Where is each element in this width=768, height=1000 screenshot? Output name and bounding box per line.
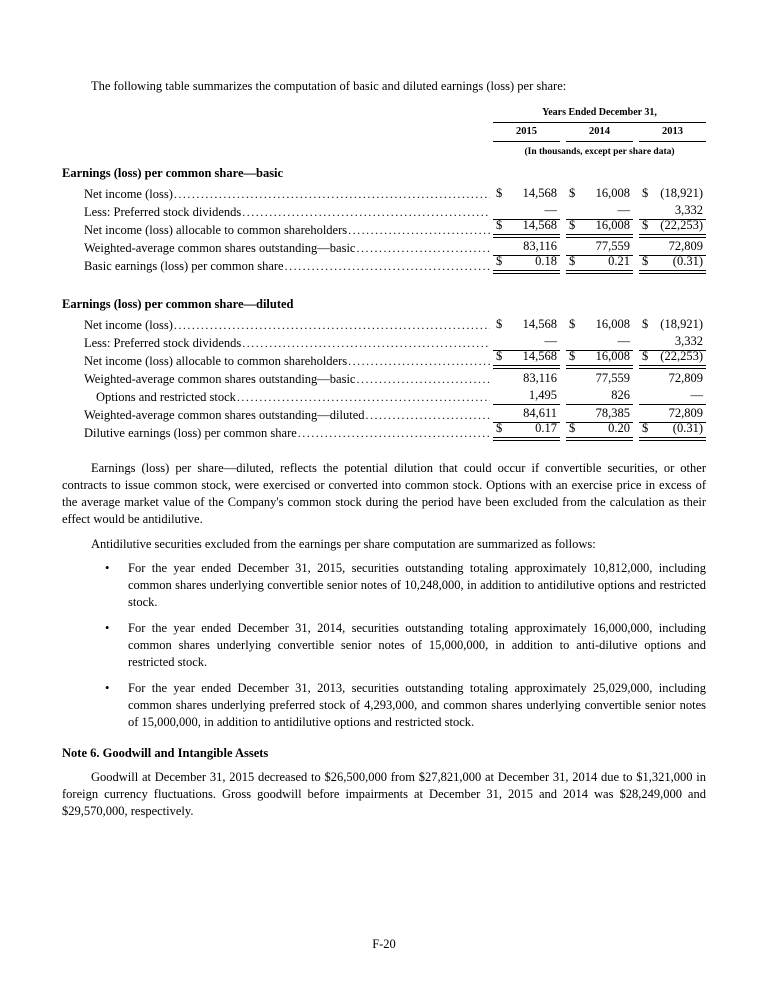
value: — — [544, 203, 557, 217]
bullet-text: For the year ended December 31, 2015, securities outstanding totaling approximately 10,812,000, including common shares underlying convertible senior notes of 10,248,000, in addition to antidilutive options and restricted stock. — [128, 561, 706, 609]
value: 77,559 — [595, 239, 630, 253]
value-cell — [493, 388, 560, 405]
value: 0.20 — [608, 421, 630, 435]
row-label: Options and restricted stock — [96, 390, 236, 404]
currency-symbol: $ — [569, 218, 576, 232]
currency-symbol: $ — [569, 317, 576, 331]
dot-leader — [356, 372, 490, 387]
table-row — [62, 184, 706, 202]
dot-leader — [242, 205, 490, 220]
value: 14,568 — [522, 317, 557, 331]
value: 0.21 — [608, 254, 630, 268]
value-cell — [566, 186, 633, 202]
value: 3,332 — [674, 203, 703, 217]
row-label: Net income (loss) — [84, 187, 173, 201]
currency-symbol: $ — [496, 218, 503, 232]
dot-leader — [348, 223, 490, 238]
row-label: Dilutive earnings (loss) per common share — [84, 426, 297, 440]
currency-symbol: $ — [496, 349, 503, 363]
table-header — [62, 107, 706, 158]
value: — — [544, 334, 557, 348]
row-label: Weighted-average common shares outstanding—basic — [84, 372, 356, 386]
value: 826 — [611, 388, 630, 402]
value: 1,495 — [528, 388, 557, 402]
currency-symbol: $ — [569, 254, 576, 268]
value-cell — [566, 371, 633, 387]
table-row — [62, 315, 706, 333]
bullet-item — [62, 680, 706, 731]
value: 78,385 — [595, 406, 630, 420]
value-cell — [639, 371, 706, 387]
value: 16,008 — [595, 218, 630, 232]
value: (22,253) — [660, 218, 703, 232]
year-headers-row — [493, 125, 706, 142]
value: 16,008 — [595, 317, 630, 331]
column-header-2013: 2013 — [639, 125, 706, 142]
value-cell — [493, 317, 560, 333]
table-row — [62, 387, 706, 405]
value: 16,008 — [595, 349, 630, 363]
currency-symbol: $ — [496, 421, 503, 435]
value-cell — [639, 317, 706, 333]
value-cell — [639, 349, 706, 369]
table-row — [62, 256, 706, 274]
value: 72,809 — [668, 406, 703, 420]
bullet-item — [62, 560, 706, 611]
note6-heading: Note 6. Goodwill and Intangible Assets — [62, 746, 269, 760]
value-cell — [639, 186, 706, 202]
currency-symbol: $ — [569, 349, 576, 363]
value: 72,809 — [668, 239, 703, 253]
value: 14,568 — [522, 218, 557, 232]
bullet-marker: • — [105, 561, 110, 575]
row-label: Net income (loss) allocable to common shareholders — [84, 223, 348, 237]
currency-symbol: $ — [642, 349, 649, 363]
diluted-explanation-paragraph: Earnings (loss) per share—diluted, reflects the potential dilution that could occur if convertible securities, or other contracts to issue common stock, were exercised or converted into common stock. Options with an exercise price in excess of the average market value of the Company's common stock during the period have been excluded from the calculation as their effect would be antidilutive. — [62, 461, 706, 526]
row-label: Less: Preferred stock dividends — [84, 205, 242, 219]
value: 84,611 — [523, 406, 557, 420]
section-title-diluted: Earnings (loss) per common share—diluted — [62, 297, 294, 311]
row-label: Net income (loss) allocable to common shareholders — [84, 354, 348, 368]
currency-symbol: $ — [496, 317, 503, 331]
row-label: Less: Preferred stock dividends — [84, 336, 242, 350]
value: 83,116 — [523, 239, 557, 253]
section-title-basic: Earnings (loss) per common share—basic — [62, 166, 284, 180]
dot-leader — [174, 187, 490, 202]
dot-leader — [285, 259, 490, 274]
bullet-item — [62, 620, 706, 671]
dot-leader — [174, 318, 490, 333]
currency-symbol: $ — [642, 218, 649, 232]
currency-symbol: $ — [642, 254, 649, 268]
eps-table — [62, 107, 706, 441]
dot-leader — [237, 390, 490, 405]
value: 14,568 — [522, 349, 557, 363]
currency-symbol: $ — [642, 421, 649, 435]
dot-leader — [348, 354, 490, 369]
row-label: Net income (loss) — [84, 318, 173, 332]
units-note: (In thousands, except per share data) — [524, 147, 675, 157]
column-header-2015: 2015 — [493, 125, 560, 142]
value-cell — [566, 388, 633, 405]
value: — — [617, 203, 630, 217]
page-number: F-20 — [372, 937, 396, 951]
dot-leader — [366, 408, 490, 423]
value-cell — [493, 371, 560, 387]
intro-paragraph: The following table summarizes the computation of basic and diluted earnings (loss) per share: — [91, 79, 567, 93]
value: (18,921) — [660, 317, 703, 331]
value-cell — [493, 186, 560, 202]
value: (0.31) — [672, 254, 703, 268]
table-row — [62, 351, 706, 369]
value-cell — [566, 218, 633, 238]
value: (0.31) — [672, 421, 703, 435]
value: (22,253) — [660, 349, 703, 363]
dot-leader — [298, 426, 490, 441]
table-row — [62, 220, 706, 238]
value: 77,559 — [595, 371, 630, 385]
table-row — [62, 423, 706, 441]
row-label: Weighted-average common shares outstanding—basic — [84, 241, 356, 255]
value: 3,332 — [674, 334, 703, 348]
value-cell — [639, 421, 706, 441]
bullet-marker: • — [105, 621, 110, 635]
value-cell — [566, 349, 633, 369]
header-columns-area — [493, 107, 706, 158]
dot-leader — [356, 241, 490, 256]
value: 14,568 — [522, 186, 557, 200]
currency-symbol: $ — [642, 317, 649, 331]
column-header-2014: 2014 — [566, 125, 633, 142]
value-cell — [566, 317, 633, 333]
row-label: Weighted-average common shares outstanding—diluted — [84, 408, 365, 422]
bullet-text: For the year ended December 31, 2014, securities outstanding totaling approximately 16,000,000, including common shares underlying convertible senior notes of 15,000,000, in addition to anti-dilutive options and restricted stock. — [128, 621, 706, 669]
currency-symbol: $ — [496, 254, 503, 268]
note6-paragraph: Goodwill at December 31, 2015 decreased to $26,500,000 from $27,821,000 at December 31, 2014 due to $1,321,000 in foreign currency fluctuations. Gross goodwill before impairments at December 31, 2015 and 2014 was $28,249,000 and $29,570,000, respectively. — [62, 770, 706, 818]
value-cell — [566, 254, 633, 274]
value-cell — [639, 254, 706, 274]
value: 0.17 — [535, 421, 557, 435]
value-cell — [566, 421, 633, 441]
value-cell — [493, 218, 560, 238]
value: (18,921) — [660, 186, 703, 200]
antidilutive-lead-in: Antidilutive securities excluded from the earnings per share computation are summarized as follows: — [91, 537, 596, 551]
value: 16,008 — [595, 186, 630, 200]
header-spacer — [62, 107, 493, 158]
bullet-text: For the year ended December 31, 2013, securities outstanding totaling approximately 25,029,000, including common shares underlying preferred stock of 4,293,000, and common shares underlying convertible senior notes of 15,000,000, in addition to antidilutive options and restricted stock. — [128, 681, 706, 729]
value-cell — [639, 388, 706, 405]
currency-symbol: $ — [569, 186, 576, 200]
value: 72,809 — [668, 371, 703, 385]
value: — — [690, 388, 703, 402]
years-ended-spanner: Years Ended December 31, — [493, 107, 706, 123]
value-cell — [639, 218, 706, 238]
currency-symbol: $ — [642, 186, 649, 200]
value-cell — [493, 421, 560, 441]
currency-symbol: $ — [569, 421, 576, 435]
bullet-marker: • — [105, 681, 110, 695]
value-cell — [493, 254, 560, 274]
value: — — [617, 334, 630, 348]
value-cell — [493, 349, 560, 369]
dot-leader — [242, 336, 490, 351]
antidilutive-bullet-list — [62, 560, 706, 731]
value: 83,116 — [523, 371, 557, 385]
row-label: Basic earnings (loss) per common share — [84, 259, 284, 273]
value: 0.18 — [535, 254, 557, 268]
currency-symbol: $ — [496, 186, 503, 200]
table-row — [62, 369, 706, 387]
